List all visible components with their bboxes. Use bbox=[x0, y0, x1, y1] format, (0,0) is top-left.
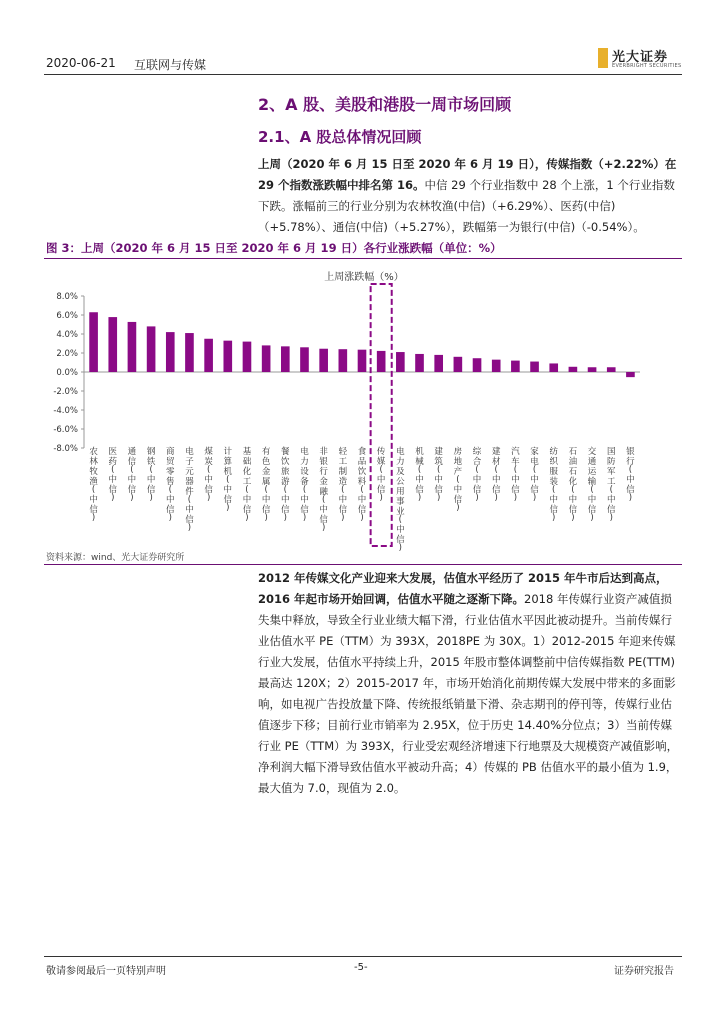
bar bbox=[339, 349, 348, 372]
x-tick-label: 电力设备(中信) bbox=[300, 447, 309, 523]
bar bbox=[185, 333, 194, 372]
bar bbox=[89, 312, 98, 372]
y-tick-label: -6.0% bbox=[53, 425, 78, 435]
y-tick-label: -4.0% bbox=[53, 406, 78, 416]
footer-report-type: 证券研究报告 bbox=[614, 966, 674, 977]
intro-paragraph bbox=[258, 154, 682, 238]
y-tick-label: 0.0% bbox=[56, 368, 78, 378]
x-tick-label: 基础化工(中信) bbox=[242, 447, 252, 523]
bar bbox=[128, 322, 137, 372]
bar bbox=[607, 367, 616, 372]
bar bbox=[108, 317, 117, 372]
bar bbox=[530, 362, 539, 372]
x-tick-label: 房地产(中信) bbox=[453, 447, 463, 513]
company-logo bbox=[598, 46, 682, 72]
chart-svg bbox=[44, 262, 682, 553]
x-tick-label: 农林牧渔(中信) bbox=[89, 447, 98, 523]
x-tick-label: 钢铁(中信) bbox=[146, 447, 156, 503]
bar bbox=[243, 342, 252, 372]
valuation-paragraph bbox=[258, 568, 682, 799]
bar bbox=[281, 346, 290, 372]
bar bbox=[473, 358, 482, 372]
bar bbox=[358, 350, 367, 372]
footer-disclaimer: 敬请参阅最后一页特别声明 bbox=[46, 966, 166, 977]
footer-page-number: -5- bbox=[354, 962, 368, 973]
subsection-heading: 2.1、A 股总体情况回顾 bbox=[258, 128, 422, 146]
bar bbox=[569, 367, 578, 372]
bar bbox=[319, 349, 328, 372]
x-tick-label: 商贸零售(中信) bbox=[166, 447, 175, 523]
x-tick-label: 煤炭(中信) bbox=[204, 447, 213, 503]
bar bbox=[262, 345, 271, 372]
intro-bold: 上周（2020 年 6 月 15 日至 2020 年 6 月 19 日），传媒指数（+2.22%）在 29 个指数涨跌幅中排名第 16。 bbox=[258, 157, 677, 192]
y-axis bbox=[53, 292, 640, 454]
bar bbox=[147, 326, 156, 372]
x-tick-label: 电子元器件(中信) bbox=[185, 447, 194, 533]
logo-text-cn: 光大证券 bbox=[612, 50, 669, 65]
x-tick-label: 银行(中信) bbox=[626, 447, 635, 503]
valuation-text: 2018 年传媒行业资产减值损失集中释放，导致全行业业绩大幅下滑，行业估值水平因此被动提升。当前传媒行业估值水平 PE（TTM）为 393X，2018PE 为 30X。1）2012-2015 年迎来传媒行业大发展，估值水平持续上升，2015 年股市整体调整前中信传媒指数 PE(TTM) 最高达 120X；2）2015-2017 年，市场开始消化前期传媒大发展中带来的多面影响，如电视广告投放量下降、传统报纸销量下滑、杂志期刊的停刊等，传媒行业估值逐步下移；目前行业市销率为 2.95X，位于历史 14.40%分位点；3）当前传媒行业 PE（TTM）为 393X，行业受宏观经济增速下行地票及大规模资产减值影响，净利润大幅下滑导致估值水平被动升高；4）传媒的 PB 估值水平的最小值为 1.9，最大值为 7.0，现值为 2.0。 bbox=[258, 592, 679, 795]
x-tick-label: 汽车(中信) bbox=[511, 447, 520, 503]
industry-return-chart bbox=[44, 262, 682, 553]
figure-source: 资料来源：wind、光大证券研究所 bbox=[46, 553, 185, 563]
x-tick-label: 轻工制造(中信) bbox=[338, 447, 348, 523]
y-tick-label: -2.0% bbox=[53, 387, 78, 397]
chart-title: 上周涨跌幅（%） bbox=[324, 272, 404, 283]
bar bbox=[415, 354, 424, 372]
x-tick-label: 国防军工(中信) bbox=[606, 447, 616, 523]
section-heading: 2、A 股、美股和港股一周市场回顾 bbox=[258, 95, 512, 114]
valuation-bold: 2012 年传媒文化产业迎来大发展，估值水平经历了 2015 年牛市后达到高点，2016 年起市场开始回调，估值水平随之逐渐下降。 bbox=[258, 571, 668, 606]
bar bbox=[434, 355, 443, 372]
x-tick-label: 纺织服装(中信) bbox=[549, 447, 558, 523]
bar bbox=[492, 360, 501, 372]
y-tick-label: 4.0% bbox=[56, 330, 78, 340]
y-tick-label: -8.0% bbox=[53, 444, 78, 454]
x-tick-label: 交通运输(中信) bbox=[587, 447, 597, 523]
x-tick-label: 计算机(中信) bbox=[223, 447, 233, 513]
header-divider bbox=[44, 74, 682, 75]
bar bbox=[549, 363, 558, 372]
bar bbox=[454, 357, 463, 372]
y-tick-label: 6.0% bbox=[56, 311, 78, 321]
x-tick-label: 食品饮料(中信) bbox=[357, 447, 367, 523]
x-tick-label: 建筑(中信) bbox=[434, 447, 443, 503]
x-tick-label: 有色金属(中信) bbox=[261, 447, 271, 523]
x-tick-label: 医药(中信) bbox=[108, 447, 118, 503]
figure-title: 图 3：上周（2020 年 6 月 15 日至 2020 年 6 月 19 日）各行业涨跌幅（单位：%） bbox=[46, 241, 502, 255]
x-tick-label: 电力及公用事业(中信) bbox=[396, 447, 405, 553]
figure-top-rule bbox=[44, 258, 682, 259]
x-tick-label: 石油石化(中信) bbox=[568, 447, 578, 523]
bar bbox=[377, 351, 386, 372]
figure-bottom-rule bbox=[44, 564, 682, 565]
y-tick-label: 2.0% bbox=[56, 349, 78, 359]
bar bbox=[588, 367, 597, 372]
footer-divider bbox=[44, 956, 682, 957]
x-tick-label: 机械(中信) bbox=[415, 447, 424, 503]
x-labels-group bbox=[89, 446, 635, 553]
bar bbox=[223, 341, 232, 372]
bar bbox=[626, 372, 635, 377]
x-tick-label: 餐饮旅游(中信) bbox=[281, 447, 290, 523]
highlight-box bbox=[371, 284, 392, 546]
x-tick-label: 非银行金融(中信) bbox=[319, 447, 328, 533]
intro-text: 中信 29 个行业指数中 28 个上涨，1 个行业指数下跌。涨幅前三的行业分别为农林牧渔(中信)（+6.29%）、医药(中信)（+5.78%）、通信(中信)（+5.27%），跌幅第一为银行(中信)（-0.54%）。 bbox=[258, 178, 675, 234]
bar bbox=[204, 339, 213, 372]
logo-text-en: EVERBRIGHT SECURITIES bbox=[612, 63, 682, 69]
x-tick-label: 建材(中信) bbox=[491, 447, 501, 503]
logo-mark-icon bbox=[598, 48, 608, 68]
header-date: 2020-06-21 bbox=[46, 56, 116, 70]
x-tick-label: 家电(中信) bbox=[530, 447, 539, 503]
header-section: 互联网与传媒 bbox=[134, 58, 207, 72]
y-tick-label: 8.0% bbox=[56, 292, 78, 302]
bar bbox=[300, 347, 309, 372]
x-tick-label: 通信(中信) bbox=[127, 447, 137, 503]
bar bbox=[396, 352, 405, 372]
bar bbox=[166, 332, 175, 372]
bar bbox=[511, 361, 520, 372]
x-tick-label: 传媒(中信) bbox=[376, 447, 386, 503]
x-tick-label: 综合(中信) bbox=[472, 447, 482, 503]
